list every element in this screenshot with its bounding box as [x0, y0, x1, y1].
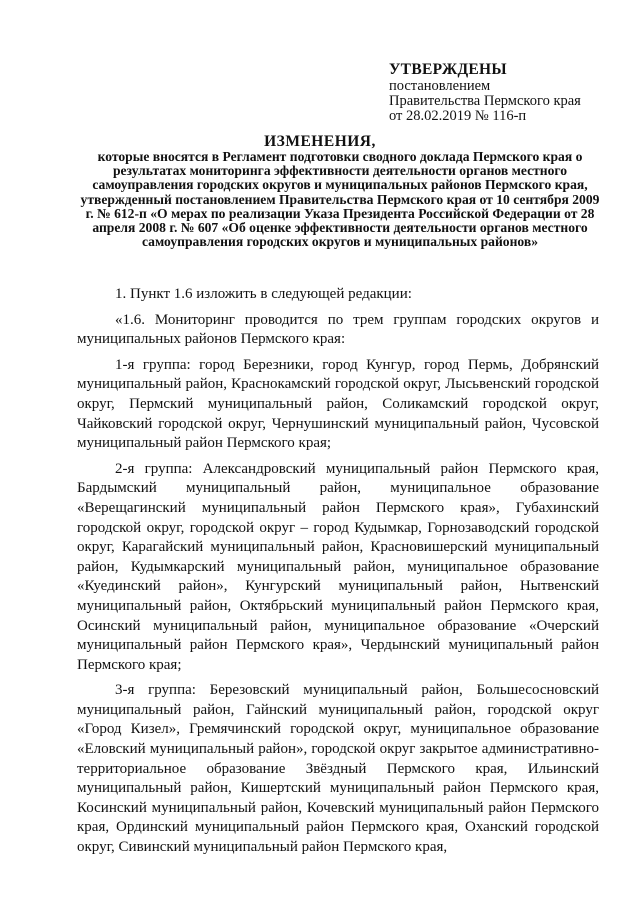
approved-authority-line: Правительства Пермского края	[389, 93, 581, 109]
approved-date-line: от 28.02.2019 № 116-п	[389, 108, 527, 124]
approval-stamp	[389, 62, 629, 124]
paragraph-group-2: 2-я группа: Александровский муниципальный район Пермского края, Бардымский муниципальный район, муниципальное образование «Верещагинский муниципальный район Пермского края», Губахинский городской округ, городской округ – город Кудымкар, Горнозаводский городской округ, Карагайский муниципальный район, Красновишерский муниципальный район, Кудымкарский муниципальный район, муниципальное образование «Куединский район», Кунгурский муниципальный район, Нытвенский муниципальный район, Октябрьский муниципальный район Пермского края, Осинский муниципальный район, муниципальное образование «Очерский муниципальный район Пермского края», Чердынский муниципальный район Пермского края;	[77, 460, 599, 673]
approved-title: УТВЕРЖДЕНЫ	[389, 61, 507, 78]
paragraph-1: 1. Пункт 1.6 изложить в следующей редакции:	[115, 286, 412, 302]
paragraph-group-3: 3-я группа: Березовский муниципальный район, Большесосновский муниципальный район, Гайнский муниципальный район, городской округ «Город Кизел», Гремячинский городской округ, муниципальное образование «Еловский муниципальный район», городской округ закрытое административно-территориальное образование Звёздный Пермского края, Ильинский муниципальный район, Кишертский муниципальный район Пермского края, Косинский муниципальный район, Кочевский муниципальный район Пермского края, Ординский муниципальный район Пермского края, Оханский городской округ, Сивинский муниципальный район Пермского края,	[77, 682, 599, 856]
document-body	[77, 285, 599, 858]
document-title: ИЗМЕНЕНИЯ,	[264, 133, 376, 150]
approved-by-line: постановлением	[389, 78, 491, 94]
paragraph-group-1: 1-я группа: город Березники, город Кунгур, город Пермь, Добрянский муниципальный район, Краснокамский городской округ, Лысьвенский городской округ, Пермский муниципальный район, Соликамский городской округ, Чайковский городской округ, Чернушинский муниципальный район, Чусовской муниципальный район Пермского края;	[77, 356, 599, 452]
paragraph-2: «1.6. Мониторинг проводится по трем группам городских округов и муниципальных районов Пермского края:	[77, 311, 599, 348]
document-subtitle: которые вносятся в Регламент подготовки сводного доклада Пермского края о результатах мониторинга эффективности деятельности органов местного самоуправления городских округов и муниципальных районов Пермского края, утвержденный постановлением Правительства Пермского края от 10 сентября 2009 г. № 612-п «О мерах по реализации Указа Президента Российской Федерации от 28 апреля 2008 г. № 607 «Об оценке эффективности деятельности органов местного самоуправления городских округов и муниципальных районов»	[80, 149, 600, 250]
